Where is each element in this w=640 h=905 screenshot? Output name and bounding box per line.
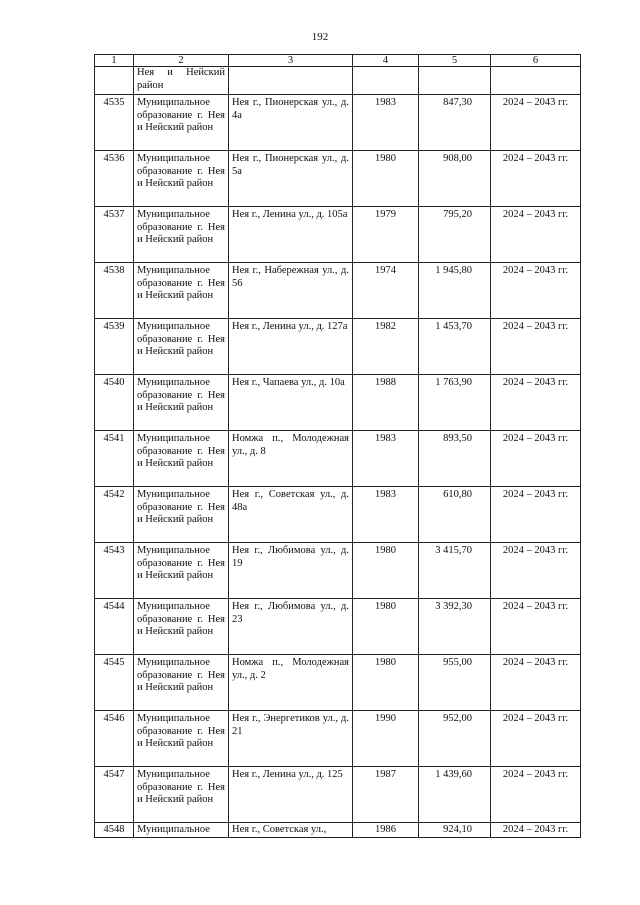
- cell-area: 1 453,70: [419, 319, 491, 375]
- cell-owner: Муниципальное образование г. Нея и Нейский район: [134, 599, 229, 655]
- cell-number: 4544: [95, 599, 134, 655]
- cell-year: 1979: [353, 207, 419, 263]
- cell-period: 2024 – 2043 гг.: [491, 375, 581, 431]
- cell-number: 4542: [95, 487, 134, 543]
- register-table: [94, 54, 581, 838]
- cell-address: Нея г., Ленина ул., д. 127а: [229, 319, 353, 375]
- table-row: [95, 823, 581, 838]
- table-row: [95, 319, 581, 375]
- cell-period: 2024 – 2043 гг.: [491, 263, 581, 319]
- cell-period: 2024 – 2043 гг.: [491, 655, 581, 711]
- column-header: 2: [134, 55, 229, 67]
- cell-year: 1986: [353, 823, 419, 838]
- cell-period: 2024 – 2043 гг.: [491, 151, 581, 207]
- cell-period: 2024 – 2043 гг.: [491, 599, 581, 655]
- cell-period: 2024 – 2043 гг.: [491, 487, 581, 543]
- cell-owner: Муниципальное образование г. Нея и Нейский район: [134, 207, 229, 263]
- cell-period: 2024 – 2043 гг.: [491, 95, 581, 151]
- cell-address: Нея г., Ленина ул., д. 105а: [229, 207, 353, 263]
- cell-year: 1990: [353, 711, 419, 767]
- cell-period: 2024 – 2043 гг.: [491, 823, 581, 838]
- table-row: [95, 543, 581, 599]
- cell-number: [95, 67, 134, 95]
- table-row: [95, 151, 581, 207]
- cell-number: 4545: [95, 655, 134, 711]
- cell-area: 3 415,70: [419, 543, 491, 599]
- cell-area: [419, 67, 491, 95]
- column-number-row: [95, 55, 581, 67]
- cell-owner: Муниципальное образование г. Нея и Нейский район: [134, 263, 229, 319]
- cell-address: Нея г., Ленина ул., д. 125: [229, 767, 353, 823]
- column-header: 1: [95, 55, 134, 67]
- cell-number: 4539: [95, 319, 134, 375]
- page-number: 192: [311, 31, 329, 43]
- cell-number: 4543: [95, 543, 134, 599]
- cell-year: 1982: [353, 319, 419, 375]
- cell-area: 908,00: [419, 151, 491, 207]
- cell-address: Нея г., Советская ул.,: [229, 823, 353, 838]
- cell-owner: Муниципальное образование г. Нея и Нейский район: [134, 319, 229, 375]
- cell-period: 2024 – 2043 гг.: [491, 207, 581, 263]
- cell-year: 1980: [353, 543, 419, 599]
- cell-owner: Муниципальное образование г. Нея и Нейский район: [134, 151, 229, 207]
- cell-year: [353, 67, 419, 95]
- cell-period: [491, 67, 581, 95]
- cell-address: Номжа п., Молодежная ул., д. 8: [229, 431, 353, 487]
- cell-address: Нея г., Набережная ул., д. 56: [229, 263, 353, 319]
- table-row: [95, 711, 581, 767]
- cell-number: 4535: [95, 95, 134, 151]
- cell-area: 847,30: [419, 95, 491, 151]
- table-row: [95, 263, 581, 319]
- cell-number: 4541: [95, 431, 134, 487]
- cell-address: Нея г., Пионерская ул., д. 4а: [229, 95, 353, 151]
- cell-year: 1980: [353, 599, 419, 655]
- cell-period: 2024 – 2043 гг.: [491, 767, 581, 823]
- cell-address: Номжа п., Молодежная ул., д. 2: [229, 655, 353, 711]
- cell-address: Нея г., Любимова ул., д. 19: [229, 543, 353, 599]
- table-row: [95, 207, 581, 263]
- cell-address: Нея г., Любимова ул., д. 23: [229, 599, 353, 655]
- cell-address: Нея г., Советская ул., д. 48а: [229, 487, 353, 543]
- cell-year: 1983: [353, 487, 419, 543]
- cell-year: 1983: [353, 431, 419, 487]
- cell-area: 610,80: [419, 487, 491, 543]
- cell-area: 952,00: [419, 711, 491, 767]
- table-row: [95, 375, 581, 431]
- table-row: [95, 655, 581, 711]
- cell-number: 4538: [95, 263, 134, 319]
- cell-number: 4548: [95, 823, 134, 838]
- continuation-row: [95, 67, 581, 95]
- cell-year: 1980: [353, 151, 419, 207]
- cell-number: 4537: [95, 207, 134, 263]
- cell-owner: Нея и Нейский район: [134, 67, 229, 95]
- column-header: 4: [353, 55, 419, 67]
- cell-owner: Муниципальное образование г. Нея и Нейский район: [134, 487, 229, 543]
- cell-number: 4546: [95, 711, 134, 767]
- cell-area: 3 392,30: [419, 599, 491, 655]
- cell-year: 1983: [353, 95, 419, 151]
- cell-area: 955,00: [419, 655, 491, 711]
- cell-number: 4547: [95, 767, 134, 823]
- cell-area: 795,20: [419, 207, 491, 263]
- cell-owner: Муниципальное образование г. Нея и Нейский район: [134, 95, 229, 151]
- cell-period: 2024 – 2043 гг.: [491, 319, 581, 375]
- table-row: [95, 95, 581, 151]
- table-row: [95, 487, 581, 543]
- cell-number: 4540: [95, 375, 134, 431]
- cell-year: 1974: [353, 263, 419, 319]
- column-header: 6: [491, 55, 581, 67]
- cell-address: Нея г., Пионерская ул., д. 5а: [229, 151, 353, 207]
- cell-period: 2024 – 2043 гг.: [491, 431, 581, 487]
- cell-area: 1 945,80: [419, 263, 491, 319]
- cell-area: 1 439,60: [419, 767, 491, 823]
- column-header: 3: [229, 55, 353, 67]
- cell-area: 924,10: [419, 823, 491, 838]
- cell-area: 1 763,90: [419, 375, 491, 431]
- cell-address: [229, 67, 353, 95]
- cell-owner: Муниципальное образование г. Нея и Нейский район: [134, 711, 229, 767]
- cell-year: 1987: [353, 767, 419, 823]
- cell-period: 2024 – 2043 гг.: [491, 543, 581, 599]
- cell-owner: Муниципальное образование г. Нея и Нейский район: [134, 543, 229, 599]
- cell-owner: Муниципальное: [134, 823, 229, 838]
- cell-year: 1988: [353, 375, 419, 431]
- cell-owner: Муниципальное образование г. Нея и Нейский район: [134, 655, 229, 711]
- column-header: 5: [419, 55, 491, 67]
- table-row: [95, 599, 581, 655]
- table-row: [95, 767, 581, 823]
- cell-year: 1980: [353, 655, 419, 711]
- cell-owner: Муниципальное образование г. Нея и Нейский район: [134, 767, 229, 823]
- table-row: [95, 431, 581, 487]
- cell-address: Нея г., Чапаева ул., д. 10а: [229, 375, 353, 431]
- cell-owner: Муниципальное образование г. Нея и Нейский район: [134, 375, 229, 431]
- cell-number: 4536: [95, 151, 134, 207]
- cell-period: 2024 – 2043 гг.: [491, 711, 581, 767]
- cell-address: Нея г., Энергетиков ул., д. 21: [229, 711, 353, 767]
- cell-area: 893,50: [419, 431, 491, 487]
- cell-owner: Муниципальное образование г. Нея и Нейский район: [134, 431, 229, 487]
